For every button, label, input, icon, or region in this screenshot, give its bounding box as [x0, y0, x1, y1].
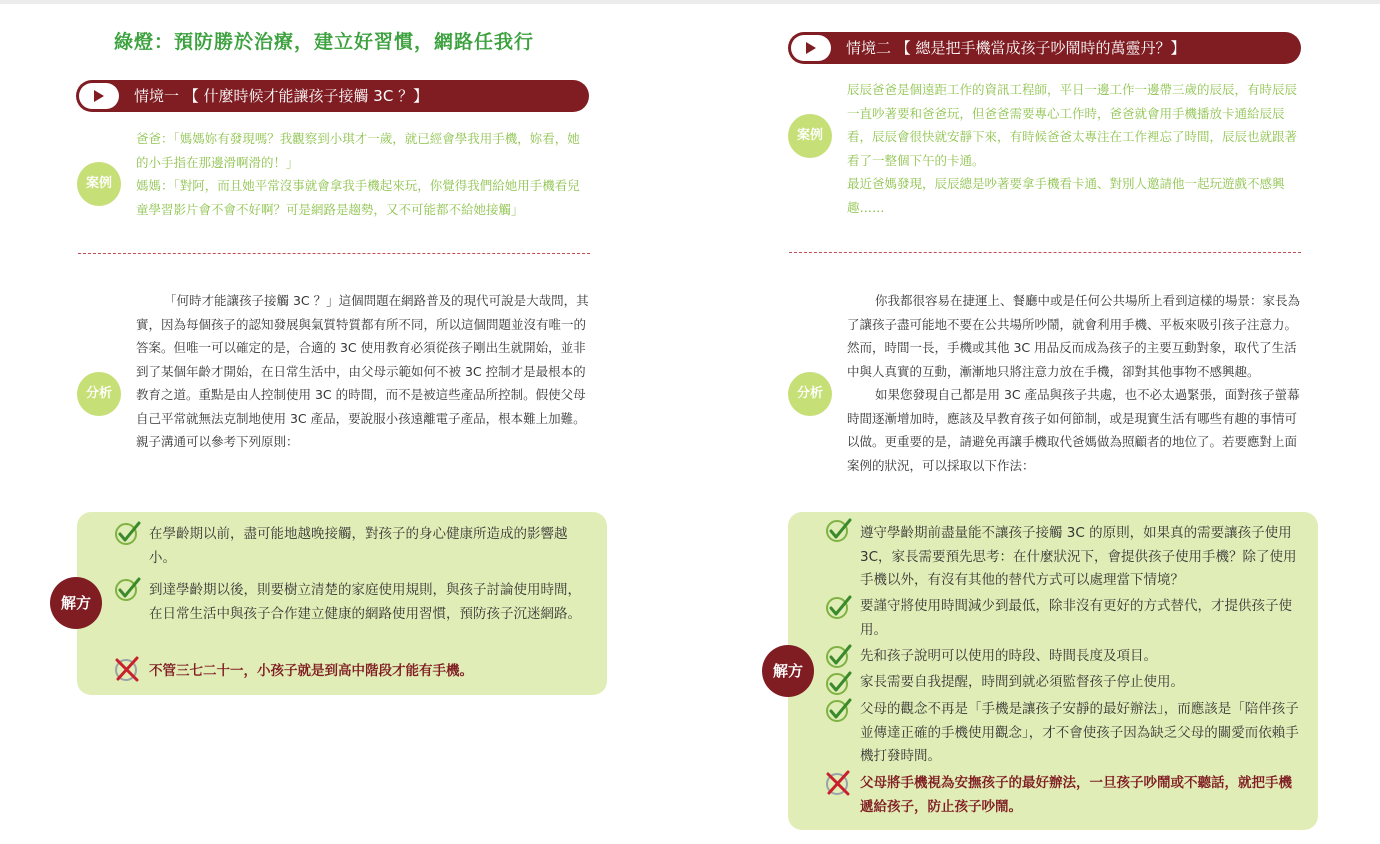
- solution-badge-left: 解方: [50, 577, 102, 629]
- divider-left: [78, 253, 590, 254]
- case-text-left: [136, 127, 590, 221]
- case-badge-right: 案例: [788, 114, 832, 158]
- case-text-right: [847, 78, 1301, 219]
- case-paragraph: 媽媽：「對阿，而且她平常沒事就會拿我手機起來玩，你覺得我們給她用手機看兒童學習影片會不會不好啊？可是網路是趨勢，又不可能都不給她接觸」: [136, 178, 580, 217]
- play-icon: [79, 83, 119, 109]
- cross-icon: [824, 770, 852, 796]
- solution-item: 到達學齡期以後，則要樹立清楚的家庭使用規則，與孩子討論使用時間，在日常生活中與孩子合作建立健康的網路使用習慣，預防孩子沉迷網路。: [149, 582, 581, 622]
- solution-item: 父母的觀念不再是「手機是讓孩子安靜的最好辦法」，而應該是「陪伴孩子並傳達正確的手機使用觀念」，才不會使孩子因為缺乏父母的關愛而依賴手機打發時間。: [860, 701, 1299, 764]
- divider-right: [789, 252, 1301, 253]
- page-title: 綠燈：預防勝於治療，建立好習慣，網路任我行: [114, 31, 535, 53]
- case-paragraph: 辰辰爸爸是個遠距工作的資訊工程師，平日一邊工作一邊帶三歲的辰辰，有時辰辰一直吵著要和爸爸玩，但爸爸需要專心工作時，爸爸就會用手機播放卡通給辰辰看，辰辰會很快就安靜下來，有時候爸爸太專注在工作裡忘了時間，辰辰也就跟著看了一整個下午的卡通。: [847, 82, 1298, 168]
- check-icon: [114, 520, 142, 546]
- solution-item: 先和孩子說明可以使用的時段、時間長度及項目。: [860, 648, 1157, 664]
- scenario-two-title: 情境二 【 總是把手機當成孩子吵鬧時的萬靈丹？】: [846, 39, 1186, 57]
- analysis-badge-left: 分析: [77, 372, 121, 416]
- analysis-text-right: [847, 289, 1301, 477]
- check-icon: [825, 643, 853, 669]
- scenario-two-header: [788, 32, 1301, 64]
- case-badge-left: 案例: [77, 162, 121, 206]
- check-icon: [825, 670, 853, 696]
- solution-item: 遵守學齡期前盡量能不讓孩子接觸 3C 的原則，如果真的需要讓孩子使用 3C，家長需要預先思考：在什麼狀況下，會提供孩子使用手機？除了使用手機以外，有沒有其他的替代方式可以處理當下情境？: [860, 525, 1297, 588]
- analysis-text-left: [136, 289, 590, 454]
- analysis-paragraph: 如果您發現自己都是用 3C 產品與孩子共處，也不必太過緊張，面對孩子螢幕時間逐漸增加時，應該及早教育孩子如何節制，或是現實生活有哪些有趣的事情可以做。更重要的是，請避免再讓手機取代爸媽做為照顧者的地位了。若要應對上面案例的狀況，可以採取以下作法：: [847, 387, 1300, 473]
- scenario-one-title: 情境一 【 什麼時候才能讓孩子接觸 3C ？】: [134, 87, 429, 105]
- check-icon: [825, 697, 853, 723]
- analysis-paragraph: 「何時才能讓孩子接觸 3C ？」這個問題在網路普及的現代可說是大哉問，其實，因為每個孩子的認知發展與氣質特質都有所不同，所以這個問題並沒有唯一的答案。但唯一可以確定的是，合適的 3C 使用教育必須從孩子剛出生就開始，並非到了某個年齡才開始，在日常生活中，由父母示範如何不被 3C 控制才是最根本的教育之道。重點是由人控制使用 3C 的時間，而不是被這些產品所控制。假使父母自己平常就無法克制地使用 3C 產品，要說服小孩遠離電子產品，根本難上加難。親子溝通可以參考下列原則：: [136, 293, 589, 449]
- solution-item: 家長需要自我提醒，時間到就必須監督孩子停止使用。: [860, 674, 1184, 690]
- solution-badge-right: 解方: [762, 645, 814, 697]
- scenario-one-header: [76, 80, 589, 112]
- case-paragraph: 最近爸媽發現，辰辰總是吵著要拿手機看卡通、對別人邀請他一起玩遊戲不感興趣……: [847, 176, 1285, 215]
- solution-item-bad: 父母將手機視為安撫孩子的最好辦法，一旦孩子吵鬧或不聽話，就把手機遞給孩子，防止孩子吵鬧。: [860, 775, 1292, 815]
- case-paragraph: 爸爸：「媽媽妳有發現嗎？我觀察到小琪才一歲，就已經會學我用手機，妳看，她的小手指在那邊滑啊滑的！」: [136, 131, 580, 170]
- check-icon: [825, 594, 853, 620]
- play-icon: [791, 35, 831, 61]
- solution-item-bad: 不管三七二十一，小孩子就是到高中階段才能有手機。: [149, 663, 473, 679]
- top-edge: [0, 0, 1380, 4]
- solution-item: 在學齡期以前，盡可能地越晚接觸，對孩子的身心健康所造成的影響越小。: [149, 526, 568, 566]
- analysis-paragraph: 你我都很容易在捷運上、餐廳中或是任何公共場所上看到這樣的場景：家長為了讓孩子盡可能地不要在公共場所吵鬧，就會利用手機、平板來吸引孩子注意力。然而，時間一長，手機或其他 3C 用品反而成為孩子的主要互動對象，取代了生活中與人真實的互動，漸漸地只將注意力放在手機，卻對其他事物不感興趣。: [847, 293, 1301, 379]
- cross-icon: [113, 656, 141, 682]
- check-icon: [114, 576, 142, 602]
- check-icon: [825, 517, 853, 543]
- solution-item: 要謹守將使用時間減少到最低，除非沒有更好的方式替代，才提供孩子使用。: [860, 598, 1292, 638]
- analysis-badge-right: 分析: [788, 372, 832, 416]
